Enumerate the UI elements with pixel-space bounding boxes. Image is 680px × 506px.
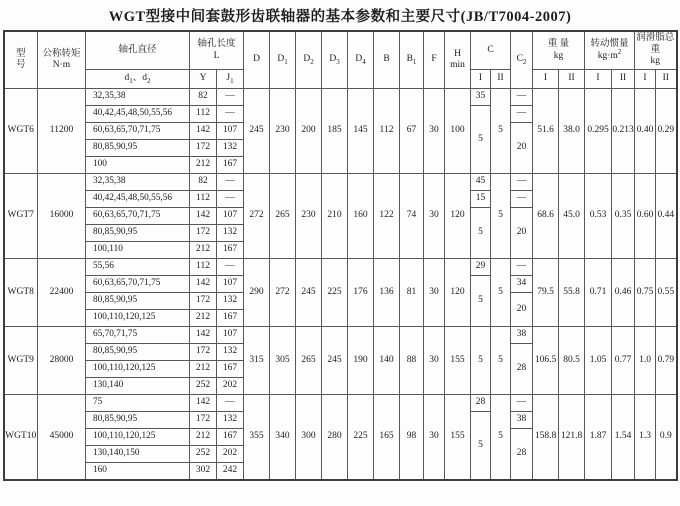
grease-ii-cell: 0.29 <box>656 89 677 174</box>
dim-cell-4: 176 <box>348 259 374 327</box>
weight-i-cell: 68.6 <box>533 174 559 259</box>
dim-cell-7: 30 <box>424 395 445 481</box>
dim-cell-4: 160 <box>348 174 374 259</box>
dim-cell-3: 225 <box>322 259 348 327</box>
length-j-cell: 167 <box>217 157 244 174</box>
model-WGT7: WGT7 <box>4 174 38 259</box>
length-j-cell: 107 <box>217 327 244 344</box>
length-y-cell: 212 <box>190 310 217 327</box>
bore-cell: 65,70,71,75 <box>86 327 190 344</box>
length-y-cell: 172 <box>190 344 217 361</box>
model-WGT8: WGT8 <box>4 259 38 327</box>
header-c-i: I <box>471 70 491 89</box>
dim-cell-6: 98 <box>400 395 424 481</box>
length-y-cell: 172 <box>190 225 217 242</box>
header-model: 型 号 <box>4 31 38 89</box>
inertia-ii-cell: 0.77 <box>612 327 635 395</box>
length-j-cell: 167 <box>217 310 244 327</box>
bore-cell: 80,85,90,95 <box>86 225 190 242</box>
dim-cell-8: 155 <box>445 395 471 481</box>
header-dim-8: H min <box>445 31 471 89</box>
c2-cell: 20 <box>511 293 533 327</box>
dim-cell-4: 190 <box>348 327 374 395</box>
c2-col-cell: 5 <box>491 174 511 259</box>
header-weight-i: I <box>533 70 559 89</box>
grease-i-cell: 1.0 <box>635 327 656 395</box>
header-inertia: 转动惯量 $kg\cdot m^2$ <box>585 31 635 70</box>
header-c-ii: II <box>491 70 511 89</box>
dim-cell-2: 245 <box>296 259 322 327</box>
length-j-cell: 132 <box>217 344 244 361</box>
model-WGT10: WGT10 <box>4 395 38 481</box>
header-grease: 润滑脂总重 kg <box>635 31 677 70</box>
bore-cell: 32,35,38 <box>86 89 190 106</box>
length-j-cell: 167 <box>217 242 244 259</box>
dim-cell-2: 230 <box>296 174 322 259</box>
page-title: WGT型接中间套鼓形齿联轴器的基本参数和主要尺寸(JB/T7004-2007) <box>108 9 572 25</box>
bore-cell: 80,85,90,95 <box>86 412 190 429</box>
header-grease-i: I <box>635 70 656 89</box>
length-y-cell: 212 <box>190 429 217 446</box>
length-y-cell: 142 <box>190 276 217 293</box>
dim-cell-8: 120 <box>445 259 471 327</box>
dim-cell-5: 136 <box>374 259 400 327</box>
length-j-cell: 107 <box>217 276 244 293</box>
length-y-cell: 302 <box>190 463 217 481</box>
header-bore-sub: $d_1$、$d_2$ <box>86 70 190 89</box>
header-c2: $C_2$ <box>511 31 533 89</box>
length-y-cell: 82 <box>190 89 217 106</box>
length-j-cell: 107 <box>217 208 244 225</box>
length-y-cell: 212 <box>190 157 217 174</box>
dim-cell-5: 122 <box>374 174 400 259</box>
inertia-i-cell: 1.05 <box>585 327 612 395</box>
dim-cell-8: 120 <box>445 174 471 259</box>
length-y-cell: 252 <box>190 378 217 395</box>
weight-ii-cell: 55.8 <box>559 259 585 327</box>
header-c: C <box>471 31 511 70</box>
bore-cell: 100,110,120,125 <box>86 429 190 446</box>
dim-cell-2: 300 <box>296 395 322 481</box>
c2-cell: 34 <box>511 276 533 293</box>
length-y-cell: 172 <box>190 140 217 157</box>
dim-cell-8: 155 <box>445 327 471 395</box>
torque-WGT6: 11200 <box>38 89 86 174</box>
spec-table <box>3 30 678 481</box>
header-bore-diameter: 轴孔直径 <box>86 31 190 70</box>
length-y-cell: 172 <box>190 412 217 429</box>
length-y-cell: 212 <box>190 361 217 378</box>
weight-i-cell: 51.6 <box>533 89 559 174</box>
c2-col-cell: 5 <box>491 395 511 481</box>
dim-cell-8: 100 <box>445 89 471 174</box>
c2-cell: 28 <box>511 344 533 395</box>
bore-cell: 100,110,120,125 <box>86 310 190 327</box>
torque-WGT8: 22400 <box>38 259 86 327</box>
length-j-cell: 132 <box>217 412 244 429</box>
length-j-cell: — <box>217 174 244 191</box>
torque-WGT7: 16000 <box>38 174 86 259</box>
length-y-cell: 112 <box>190 106 217 123</box>
header-dim-7: F <box>424 31 445 89</box>
grease-ii-cell: 0.55 <box>656 259 677 327</box>
bore-cell: 100 <box>86 157 190 174</box>
dim-cell-6: 74 <box>400 174 424 259</box>
bore-cell: 100,110 <box>86 242 190 259</box>
bore-cell: 130,140 <box>86 378 190 395</box>
c1-cell: 29 <box>471 259 491 276</box>
weight-ii-cell: 38.0 <box>559 89 585 174</box>
inertia-ii-cell: 0.213 <box>612 89 635 174</box>
c1-cell: 28 <box>471 395 491 412</box>
header-dim-1: $D_1$ <box>270 31 296 89</box>
c2-cell: 20 <box>511 123 533 174</box>
header-weight-ii: II <box>559 70 585 89</box>
length-j-cell: 242 <box>217 463 244 481</box>
bore-cell: 130,140,150 <box>86 446 190 463</box>
header-dim-2: $D_2$ <box>296 31 322 89</box>
dim-cell-0: 290 <box>244 259 270 327</box>
dim-cell-2: 200 <box>296 89 322 174</box>
length-j-cell: 202 <box>217 378 244 395</box>
inertia-ii-cell: 0.46 <box>612 259 635 327</box>
grease-i-cell: 0.60 <box>635 174 656 259</box>
grease-i-cell: 1.3 <box>635 395 656 481</box>
header-bore-length: 轴孔长度 L <box>190 31 244 70</box>
c2-cell: — <box>511 191 533 208</box>
dim-cell-1: 305 <box>270 327 296 395</box>
grease-i-cell: 0.75 <box>635 259 656 327</box>
bore-cell: 32,35,38 <box>86 174 190 191</box>
length-j-cell: — <box>217 191 244 208</box>
c2-cell: — <box>511 89 533 106</box>
c1-cell: 5 <box>471 327 491 395</box>
dim-cell-3: 210 <box>322 174 348 259</box>
dim-cell-0: 272 <box>244 174 270 259</box>
inertia-i-cell: 0.53 <box>585 174 612 259</box>
length-y-cell: 112 <box>190 191 217 208</box>
c2-cell: 28 <box>511 429 533 481</box>
dim-cell-0: 315 <box>244 327 270 395</box>
length-j-cell: — <box>217 395 244 412</box>
weight-ii-cell: 80.5 <box>559 327 585 395</box>
inertia-i-cell: 0.71 <box>585 259 612 327</box>
c1-cell: 45 <box>471 174 491 191</box>
length-y-cell: 142 <box>190 395 217 412</box>
length-y-cell: 212 <box>190 242 217 259</box>
dim-cell-7: 30 <box>424 259 445 327</box>
length-y-cell: 172 <box>190 293 217 310</box>
header-inertia-ii: II <box>612 70 635 89</box>
length-j-cell: 107 <box>217 123 244 140</box>
dim-cell-5: 112 <box>374 89 400 174</box>
length-y-cell: 82 <box>190 174 217 191</box>
c2-cell: — <box>511 174 533 191</box>
length-j-cell: 132 <box>217 293 244 310</box>
bore-cell: 40,42,45,48,50,55,56 <box>86 191 190 208</box>
c1-cell: 5 <box>471 106 491 174</box>
c1-cell: 5 <box>471 208 491 259</box>
c2-cell: 38 <box>511 412 533 429</box>
dim-cell-7: 30 <box>424 327 445 395</box>
c2-col-cell: 5 <box>491 259 511 327</box>
weight-i-cell: 79.5 <box>533 259 559 327</box>
model-WGT9: WGT9 <box>4 327 38 395</box>
inertia-ii-cell: 0.35 <box>612 174 635 259</box>
grease-ii-cell: 0.9 <box>656 395 677 481</box>
model-WGT6: WGT6 <box>4 89 38 174</box>
grease-ii-cell: 0.44 <box>656 174 677 259</box>
length-y-cell: 142 <box>190 208 217 225</box>
bore-cell: 80,85,90,95 <box>86 140 190 157</box>
header-grease-ii: II <box>656 70 677 89</box>
bore-cell: 60,63,65,70,71,75 <box>86 208 190 225</box>
inertia-i-cell: 1.87 <box>585 395 612 481</box>
dim-cell-3: 280 <box>322 395 348 481</box>
header-dim-4: $D_4$ <box>348 31 374 89</box>
dim-cell-4: 225 <box>348 395 374 481</box>
torque-WGT10: 45000 <box>38 395 86 481</box>
c2-cell: 38 <box>511 327 533 344</box>
length-j-cell: 167 <box>217 429 244 446</box>
dim-cell-1: 340 <box>270 395 296 481</box>
bore-cell: 80,85,90,95 <box>86 293 190 310</box>
bore-cell: 75 <box>86 395 190 412</box>
c2-cell: — <box>511 259 533 276</box>
header-weight: 重 量 kg <box>533 31 585 70</box>
torque-WGT9: 28000 <box>38 327 86 395</box>
length-j-cell: 167 <box>217 361 244 378</box>
c2-col-cell: 5 <box>491 89 511 174</box>
dim-cell-6: 88 <box>400 327 424 395</box>
dim-cell-1: 230 <box>270 89 296 174</box>
weight-i-cell: 106.5 <box>533 327 559 395</box>
header-torque: 公称转矩 N·m <box>38 31 86 89</box>
c1-cell: 5 <box>471 276 491 327</box>
header-length-j: $J_1$ <box>217 70 244 89</box>
dim-cell-1: 272 <box>270 259 296 327</box>
length-y-cell: 142 <box>190 123 217 140</box>
c2-cell: — <box>511 106 533 123</box>
dim-cell-0: 355 <box>244 395 270 481</box>
header-dim-6: $B_1$ <box>400 31 424 89</box>
bore-cell: 100,110,120,125 <box>86 361 190 378</box>
length-j-cell: 132 <box>217 225 244 242</box>
bore-cell: 60,63,65,70,71,75 <box>86 276 190 293</box>
length-j-cell: — <box>217 106 244 123</box>
header-inertia-i: I <box>585 70 612 89</box>
header-dim-5: B <box>374 31 400 89</box>
header-dim-3: $D_3$ <box>322 31 348 89</box>
c2-cell: — <box>511 395 533 412</box>
c2-cell: 20 <box>511 208 533 259</box>
header-dim-0: D <box>244 31 270 89</box>
dim-cell-7: 30 <box>424 174 445 259</box>
inertia-i-cell: 0.295 <box>585 89 612 174</box>
grease-i-cell: 0.40 <box>635 89 656 174</box>
length-j-cell: 202 <box>217 446 244 463</box>
dim-cell-4: 145 <box>348 89 374 174</box>
bore-cell: 55,56 <box>86 259 190 276</box>
c1-cell: 35 <box>471 89 491 106</box>
table-header <box>4 31 677 89</box>
length-j-cell: — <box>217 89 244 106</box>
dim-cell-6: 81 <box>400 259 424 327</box>
dim-cell-3: 185 <box>322 89 348 174</box>
c1-cell: 5 <box>471 412 491 481</box>
bore-cell: 60,63,65,70,71,75 <box>86 123 190 140</box>
header-length-y: Y <box>190 70 217 89</box>
dim-cell-6: 67 <box>400 89 424 174</box>
bore-cell: 40,42,45,48,50,55,56 <box>86 106 190 123</box>
bore-cell: 160 <box>86 463 190 481</box>
table-body <box>4 89 677 481</box>
length-j-cell: — <box>217 259 244 276</box>
length-y-cell: 252 <box>190 446 217 463</box>
weight-ii-cell: 45.0 <box>559 174 585 259</box>
weight-i-cell: 158.8 <box>533 395 559 481</box>
dim-cell-0: 245 <box>244 89 270 174</box>
length-y-cell: 142 <box>190 327 217 344</box>
length-j-cell: 132 <box>217 140 244 157</box>
dim-cell-3: 245 <box>322 327 348 395</box>
c2-col-cell: 5 <box>491 327 511 395</box>
dim-cell-2: 265 <box>296 327 322 395</box>
bore-cell: 80,85,90,95 <box>86 344 190 361</box>
dim-cell-5: 140 <box>374 327 400 395</box>
dim-cell-7: 30 <box>424 89 445 174</box>
grease-ii-cell: 0.79 <box>656 327 677 395</box>
weight-ii-cell: 121.8 <box>559 395 585 481</box>
dim-cell-5: 165 <box>374 395 400 481</box>
dim-cell-1: 265 <box>270 174 296 259</box>
length-y-cell: 112 <box>190 259 217 276</box>
inertia-ii-cell: 1.54 <box>612 395 635 481</box>
c1-cell: 15 <box>471 191 491 208</box>
